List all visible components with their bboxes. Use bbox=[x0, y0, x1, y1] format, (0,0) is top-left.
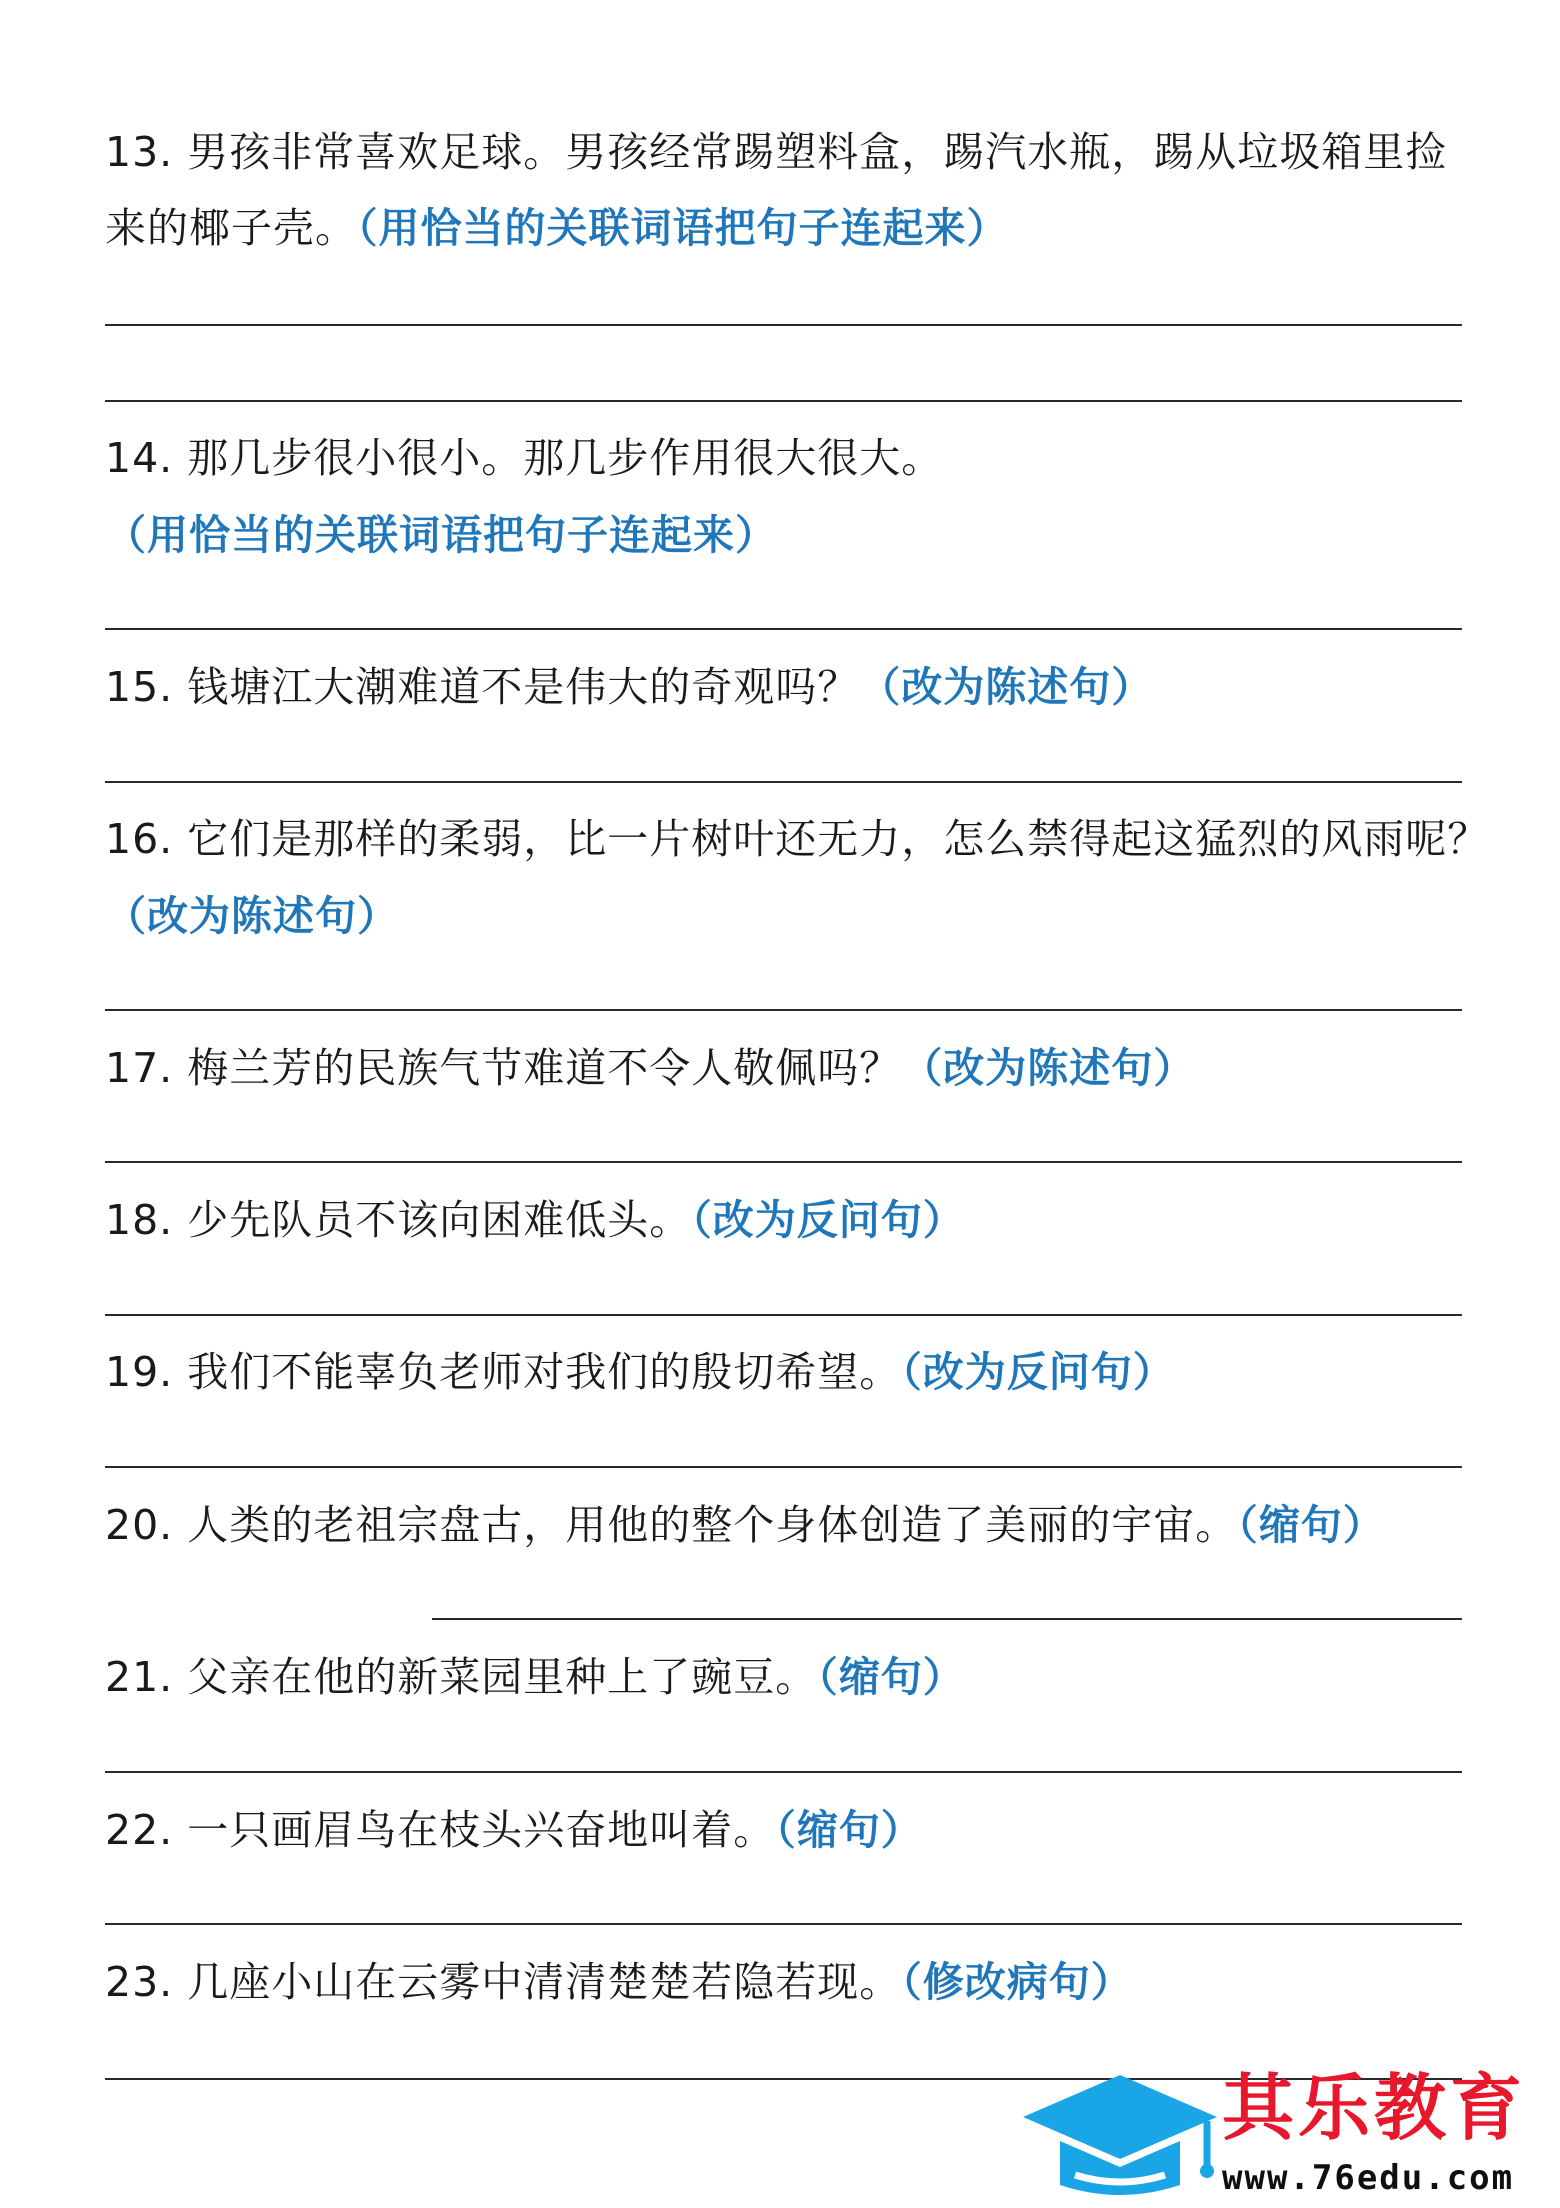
question-13-text-2: 来的椰子壳。 bbox=[105, 204, 357, 252]
question-21-text: 21. 父亲在他的新菜园里种上了豌豆。 bbox=[105, 1653, 818, 1701]
question-21 bbox=[105, 1652, 965, 1702]
question-15-hint: （改为陈述句） bbox=[859, 663, 1154, 711]
question-23 bbox=[105, 1957, 1133, 2007]
answer-line-20 bbox=[432, 1618, 1462, 1620]
question-23-hint: （修改病句） bbox=[901, 1958, 1133, 2006]
question-16 bbox=[105, 814, 1489, 864]
question-22-hint: （缩句） bbox=[775, 1806, 923, 1854]
question-17 bbox=[105, 1043, 1195, 1093]
answer-line-21 bbox=[105, 1771, 1462, 1773]
answer-line-13b bbox=[105, 400, 1462, 402]
question-17-hint: （改为陈述句） bbox=[901, 1044, 1196, 1092]
question-19 bbox=[105, 1347, 1175, 1397]
answer-line-14 bbox=[105, 628, 1462, 630]
question-19-text: 19. 我们不能辜负老师对我们的殷切希望。 bbox=[105, 1348, 902, 1396]
question-13-line2 bbox=[105, 203, 1009, 253]
question-13-hint: （用恰当的关联词语把句子连起来） bbox=[357, 204, 1009, 252]
question-16-text: 16. 它们是那样的柔弱，比一片树叶还无力，怎么禁得起这猛烈的风雨呢？ bbox=[105, 815, 1490, 863]
graduation-cap-icon bbox=[1015, 2055, 1225, 2208]
question-15-text: 15. 钱塘江大潮难道不是伟大的奇观吗？ bbox=[105, 663, 860, 711]
question-13-line1 bbox=[105, 127, 1447, 177]
answer-line-22 bbox=[105, 1923, 1462, 1925]
answer-line-13a bbox=[105, 324, 1462, 326]
question-14-hint-line bbox=[105, 510, 777, 560]
question-20-text: 20. 人类的老祖宗盘古，用他的整个身体创造了美丽的宇宙。 bbox=[105, 1501, 1238, 1549]
question-17-text: 17. 梅兰芳的民族气节难道不令人敬佩吗？ bbox=[105, 1044, 902, 1092]
question-20-hint: （缩句） bbox=[1237, 1501, 1385, 1549]
brand-name: 其乐教育 bbox=[1222, 2066, 1527, 2150]
question-14-hint: （用恰当的关联词语把句子连起来） bbox=[105, 511, 777, 559]
question-16-hint: （改为陈述句） bbox=[105, 892, 399, 940]
question-15 bbox=[105, 662, 1153, 712]
question-22 bbox=[105, 1805, 923, 1855]
question-14-text: 14. 那几步很小很小。那几步作用很大很大。 bbox=[105, 434, 944, 482]
question-18-hint: （改为反问句） bbox=[691, 1196, 965, 1244]
question-21-hint: （缩句） bbox=[817, 1653, 965, 1701]
question-22-text: 22. 一只画眉鸟在枝头兴奋地叫着。 bbox=[105, 1806, 776, 1854]
brand-url: www.76edu.com bbox=[1222, 2158, 1515, 2198]
answer-line-19 bbox=[105, 1466, 1462, 1468]
answer-line-16 bbox=[105, 1009, 1462, 1011]
answer-line-18 bbox=[105, 1314, 1462, 1316]
answer-line-17 bbox=[105, 1161, 1462, 1163]
question-18-text: 18. 少先队员不该向困难低头。 bbox=[105, 1196, 692, 1244]
question-14 bbox=[105, 433, 943, 483]
question-19-hint: （改为反问句） bbox=[901, 1348, 1175, 1396]
question-20 bbox=[105, 1500, 1385, 1550]
question-13-text-1: 13. 男孩非常喜欢足球。男孩经常踢塑料盒，踢汽水瓶，踢从垃圾箱里捡 bbox=[105, 128, 1448, 176]
question-16-hint-line bbox=[105, 891, 399, 941]
question-23-text: 23. 几座小山在云雾中清清楚楚若隐若现。 bbox=[105, 1958, 902, 2006]
question-18 bbox=[105, 1195, 965, 1245]
answer-line-15 bbox=[105, 781, 1462, 783]
